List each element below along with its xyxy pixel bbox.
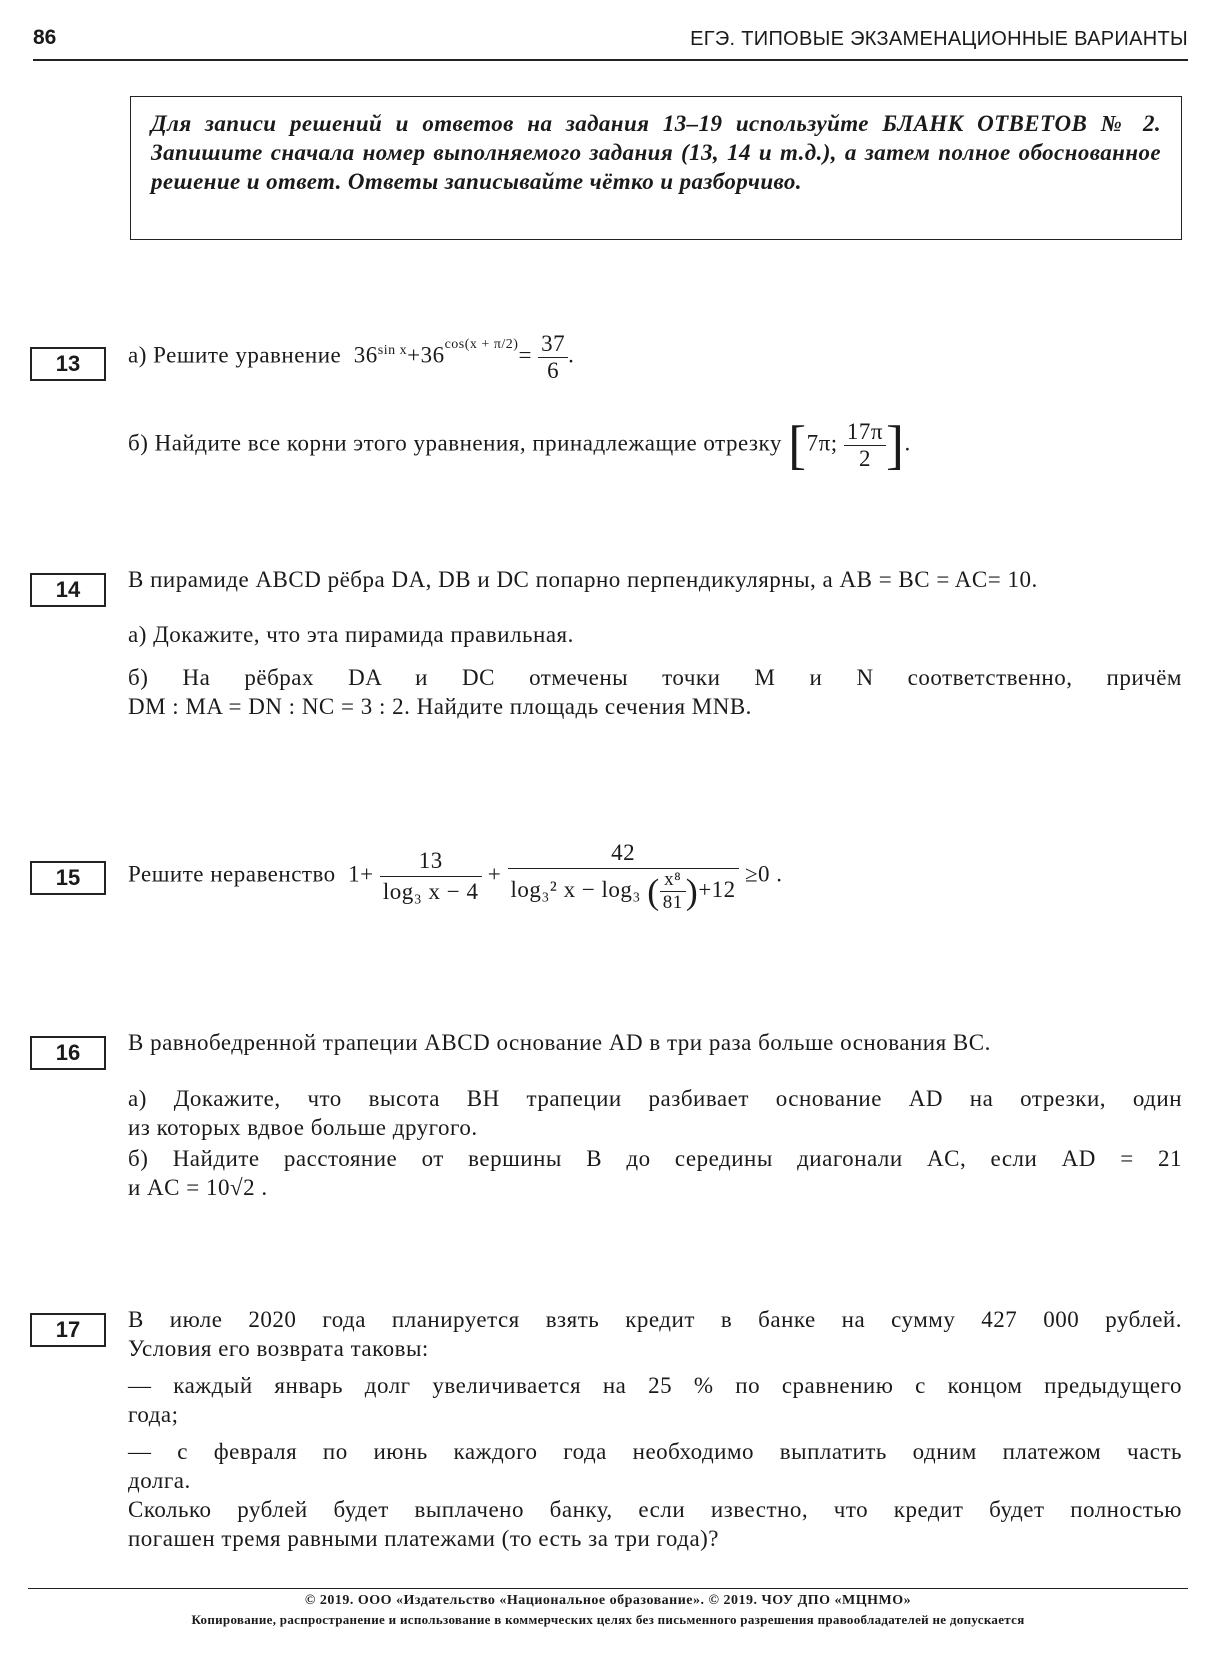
eq-rhs-numerator: 37 — [538, 331, 568, 358]
task-16-b-line-2: и AC = 10√2 . — [128, 1175, 268, 1200]
task-17-line-3: — каждый январь долг увеличивается на 25 % по сравнению с концом предыдущего — [128, 1373, 1182, 1398]
task-13-b-text: б) Найдите все корни этого уравнения, принадлежащие отрезку — [128, 430, 782, 456]
ineq-f1-denominator: log₃ x − 4 — [382, 878, 479, 904]
footer-copyright: © 2019. ООО «Издательство «Национальное образование». © 2019. ЧОУ ДПО «МЦНМО» — [304, 1593, 912, 1608]
ineq-f2-den-part-b: +12 — [698, 876, 736, 902]
task-17-body — [128, 1305, 1182, 1553]
interval-open-bracket: [ — [788, 415, 807, 475]
task-number-17: 17 — [30, 1313, 106, 1347]
eq-base-1: 36 — [353, 342, 378, 368]
task-number-14: 14 — [30, 573, 106, 607]
task-13-a-label: а) Решите уравнение — [128, 342, 342, 368]
ineq-inner-numerator: x⁸ — [660, 869, 686, 892]
task-17-line-4: года; — [128, 1402, 179, 1427]
header-rule — [33, 59, 1188, 61]
interval-right-fraction — [844, 419, 886, 472]
ineq-f1-numerator: 13 — [380, 846, 482, 877]
task-14-part-b — [128, 663, 1182, 721]
task-17-line-6: долга. — [128, 1468, 191, 1493]
ineq-one-plus: 1+ — [348, 861, 374, 887]
task-16-statement: В равнобедренной трапеции ABCD основание AD в три раза больше основания BC. — [128, 1030, 991, 1055]
ineq-inner-denominator: 81 — [662, 892, 683, 913]
task-13-equation: а) Решите уравнение $36^{sin x}+36^{cos(x + \pi/2)}=$ $\frac{37}{6}$ . — [128, 330, 575, 383]
ineq-fraction-1 — [380, 846, 482, 907]
task-16-part-b — [128, 1144, 1182, 1202]
task-14-part-a: а) Докажите, что эта пирамида правильная. — [128, 622, 574, 647]
ineq-relation: ≥0 . — [744, 861, 783, 887]
task-14-statement: В пирамиде ABCD рёбра DA, DB и DC попарно перпендикулярны, а AB = BC = AC= 10. — [128, 567, 1038, 592]
task-16-a-line-2: из которых вдвое больше другого. — [128, 1115, 478, 1140]
footer-notice: Копирование, распространение и использование в коммерческих целях без письменного разрешения правообладателей не допускается — [191, 1612, 1025, 1627]
footer-rule — [28, 1588, 1188, 1589]
eq-plus: + — [407, 342, 421, 368]
interval-left: 7π; — [806, 430, 838, 456]
task-17-line-2: Условия его возврата таковы: — [128, 1336, 429, 1361]
eq-rhs-fraction — [538, 331, 568, 384]
eq-exp-2: cos(x + π/2) — [444, 337, 519, 352]
task-17-line-8: погашен тремя равными платежами (то есть за три года)? — [128, 1526, 720, 1551]
task-16-b-line-1: б) Найдите расстояние от вершины B до середины диагонали AC, если AD = 21 — [128, 1146, 1182, 1171]
task-16-part-a — [128, 1084, 1182, 1142]
task-16-a-line-1: а) Докажите, что высота BH трапеции разбивает основание AD на отрезки, один — [128, 1086, 1182, 1111]
task-14-b-line-1: б) На рёбрах DA и DC отмечены точки M и N соответственно, причём — [128, 665, 1182, 690]
eq-exp-1: sin x — [377, 343, 408, 358]
interval-right-denominator: 2 — [858, 445, 871, 471]
ineq-f2-numerator: 42 — [508, 838, 739, 869]
task-number-13: 13 — [30, 347, 106, 381]
instructions-box: Для записи решений и ответов на задания 13–19 используйте БЛАНК ОТВЕТОВ № 2. Запишите сначала номер выполняемого задания (13, 14 и т.д.), а затем полное обоснованное решение и ответ. Ответы записывайте чётко и разборчиво. — [130, 96, 1182, 240]
ineq-f2-den-part-a: log₃² x − log₃ — [510, 876, 641, 902]
eq-base-2: 36 — [420, 342, 445, 368]
eq-rhs-denominator: 6 — [547, 357, 560, 383]
page-number: 86 — [33, 26, 57, 49]
ineq-f2-denominator: log₃² x − log₃ ( $\frac{\text{x⁸}}{81}$ )+12 — [510, 869, 736, 913]
eq-equals: = — [518, 342, 532, 368]
task-17-line-1: В июле 2020 года планируется взять кредит в банке на сумму 427 000 рублей. — [128, 1307, 1182, 1332]
task-number-16: 16 — [30, 1036, 106, 1070]
task-17-line-7: Сколько рублей будет выплачено банку, если известно, что кредит будет полностью — [128, 1497, 1182, 1522]
ineq-plus: + — [487, 861, 502, 887]
task-17-line-5: — с февраля по июнь каждого года необходимо выплатить одним платежом часть — [128, 1439, 1182, 1464]
task-15-text: Решите неравенство — [128, 861, 336, 887]
ineq-inner-fraction — [660, 869, 686, 914]
task-15-inequality — [128, 838, 1182, 914]
interval-close-bracket: ] — [886, 415, 905, 475]
task-13-b: б) Найдите все корни этого уравнения, принадлежащие отрезку [7π; $\frac{17\pi}{2}$ ]. — [128, 415, 911, 475]
interval-right-numerator: 17π — [844, 419, 886, 446]
task-14-b-line-2: DM : MA = DN : NC = 3 : 2. Найдите площадь сечения MNB. — [128, 694, 752, 719]
task-number-15: 15 — [30, 861, 106, 895]
ineq-fraction-2 — [508, 838, 739, 914]
running-header-title: ЕГЭ. ТИПОВЫЕ ЭКЗАМЕНАЦИОННЫЕ ВАРИАНТЫ — [690, 28, 1188, 50]
